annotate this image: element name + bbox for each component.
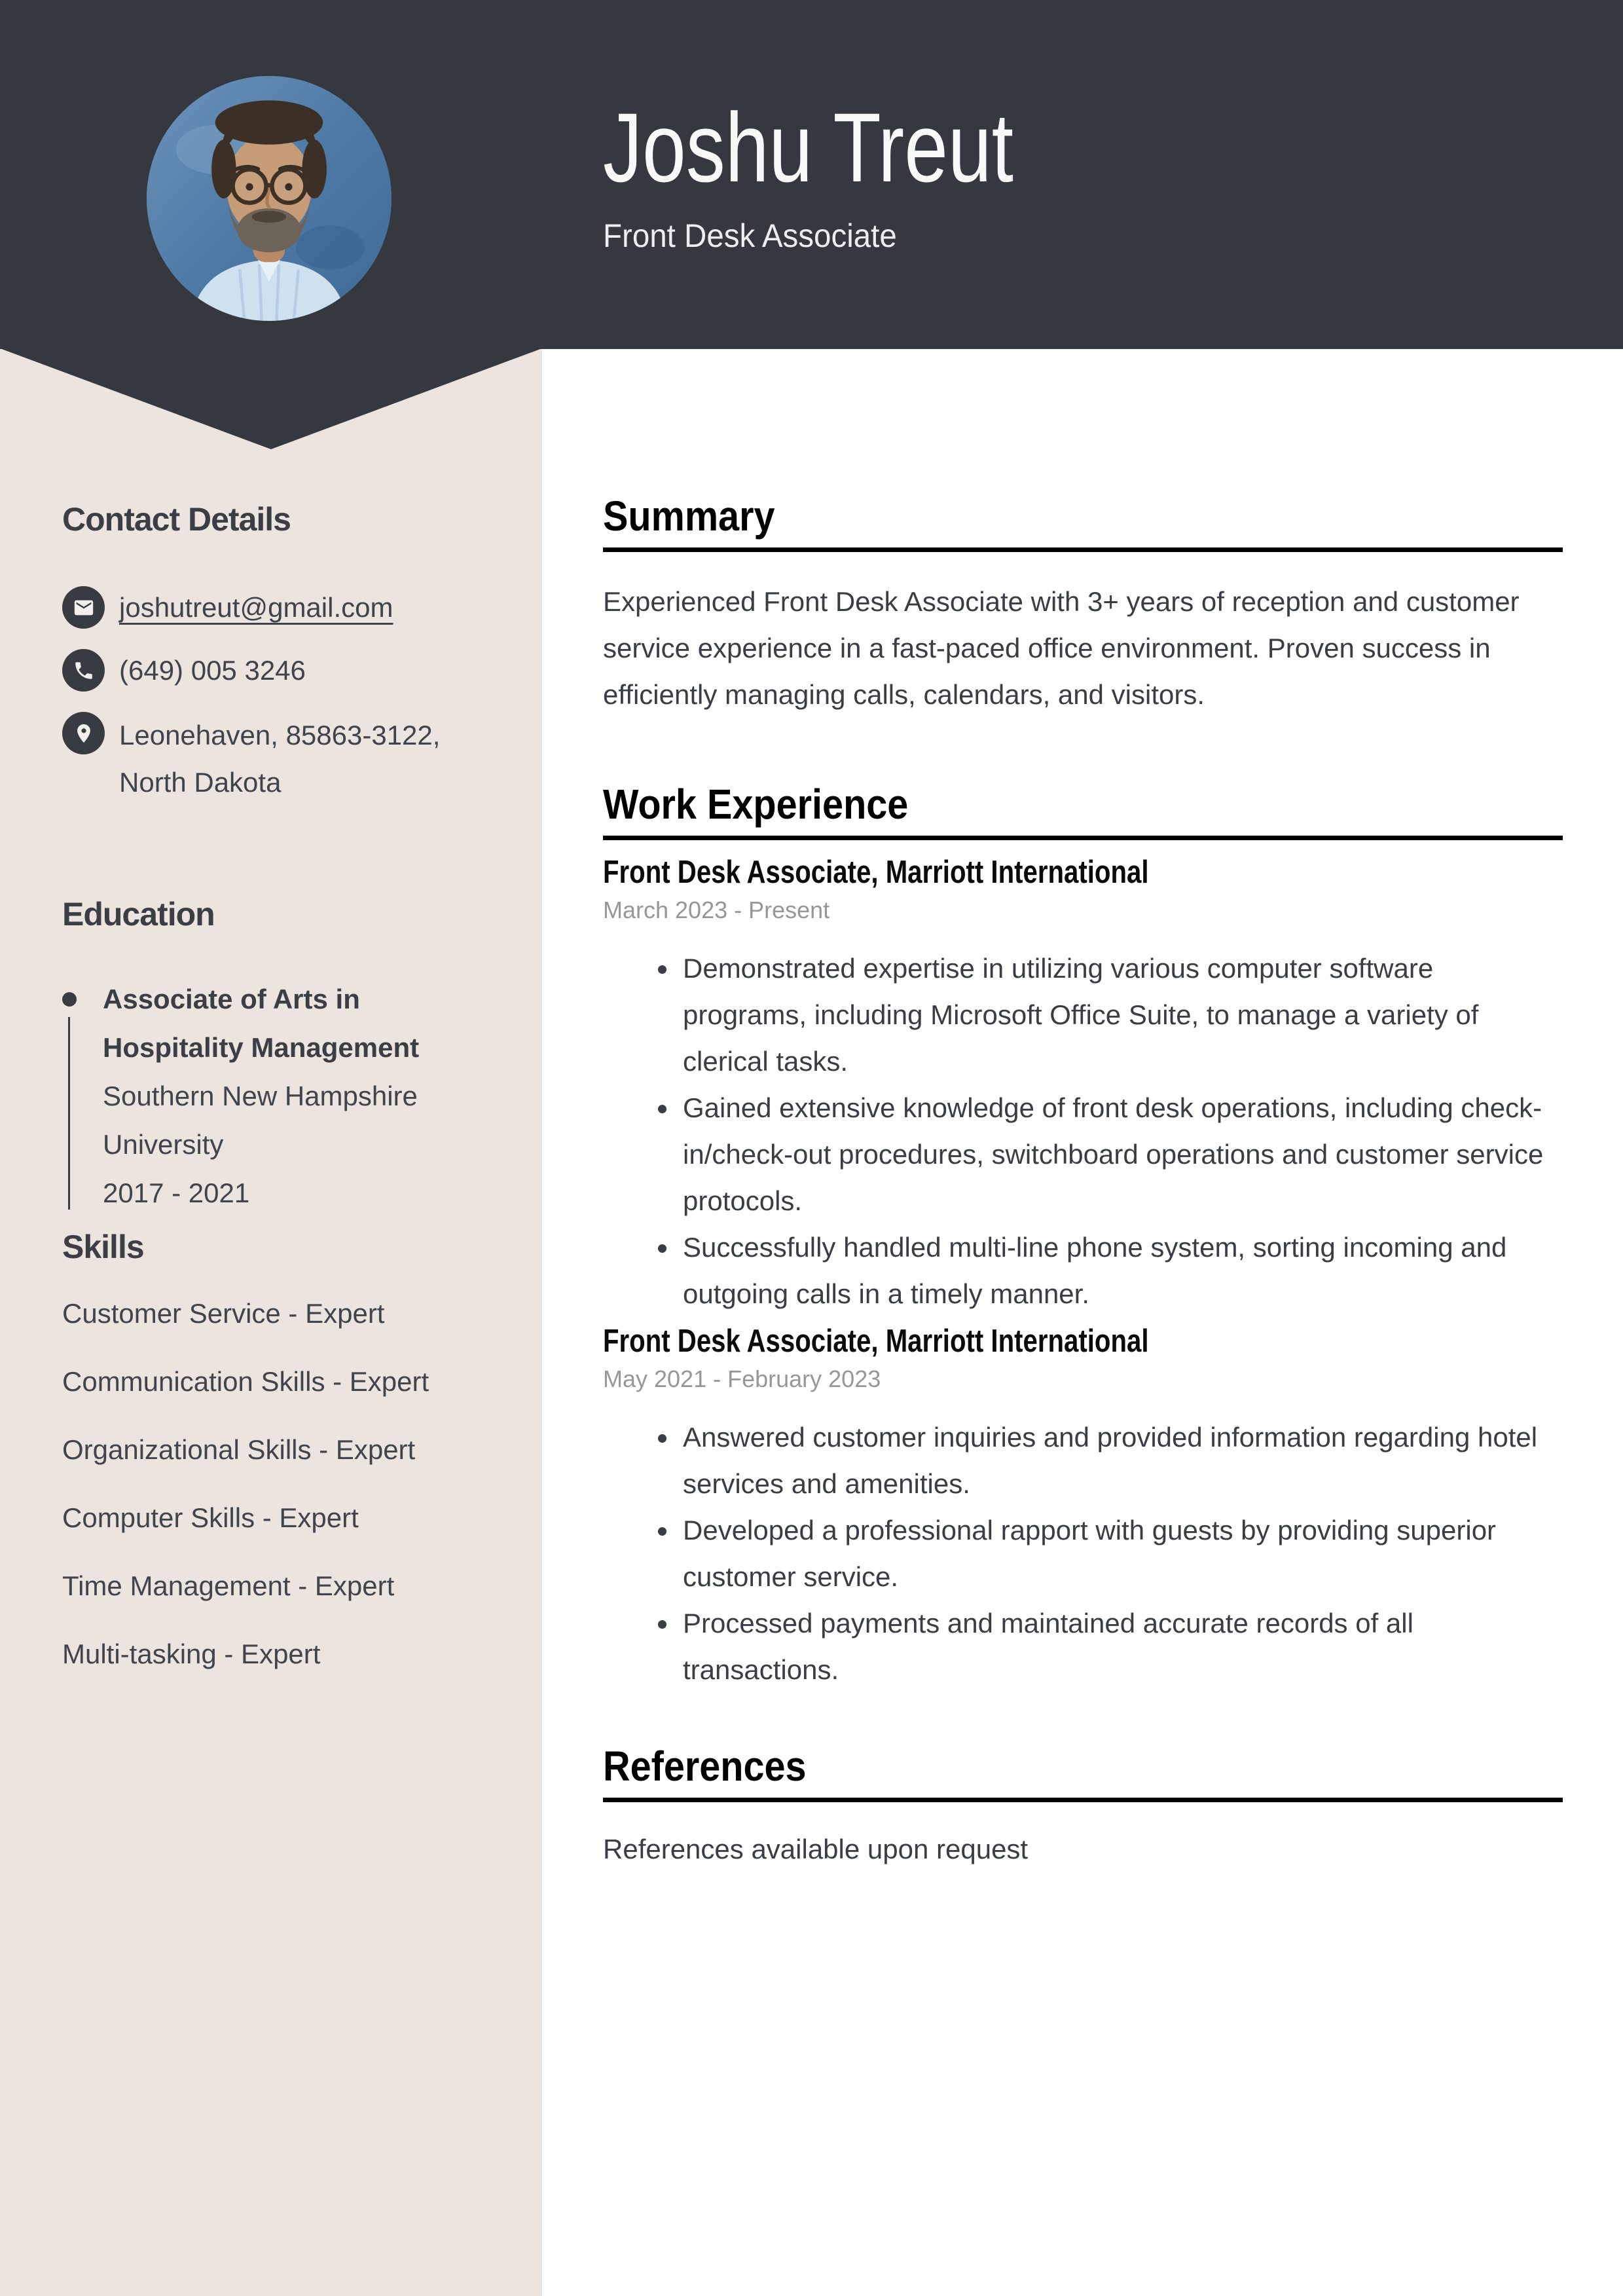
job-entry-2 [603, 1322, 1563, 1693]
address-line-2: North Dakota [119, 767, 282, 798]
phone-icon [62, 649, 105, 692]
location-pin-icon [62, 712, 105, 754]
contact-details-heading: Contact Details [62, 501, 291, 538]
address-line-1: Leonehaven, 85863-3122, [119, 720, 441, 750]
skill-item: Time Management - Expert [62, 1570, 395, 1601]
skills-list [62, 1297, 520, 1671]
job-bullet-list [603, 945, 1563, 1317]
skill-item: Customer Service - Expert [62, 1298, 385, 1329]
job-bullet: • Gained extensive knowledge of front desk operations, including check-in/check-out procedures, switchboard operations and customer service protocols. [679, 1084, 1563, 1224]
contact-list [62, 586, 520, 806]
skill-item: Multi-tasking - Expert [62, 1639, 321, 1669]
job-bullet: • Successfully handled multi-line phone system, sorting incoming and outgoing calls in a timely manner. [679, 1224, 1563, 1317]
job-bullet: • Answered customer inquiries and provided information regarding hotel services and amenities. [679, 1414, 1563, 1507]
job-title-label: Front Desk Associate, Marriott International [603, 855, 1149, 890]
skill-item: Computer Skills - Expert [62, 1502, 359, 1533]
summary-text: Experienced Front Desk Associate with 3+ years of reception and customer service experience in a fast-paced office environment. Proven success in efficiently managing calls, calendars, and visitors. [603, 586, 1520, 710]
phone-value: (649) 005 3246 [119, 655, 306, 686]
references-heading-label: References [603, 1743, 807, 1790]
job-entry-1 [603, 853, 1563, 1317]
address-value [119, 712, 440, 806]
references-heading [603, 1735, 1563, 1802]
job-dates: May 2021 - February 2023 [603, 1365, 881, 1392]
education-degree: Associate of Arts in Hospitality Management [103, 984, 420, 1063]
profile-photo-illustration [147, 76, 392, 321]
email-icon [62, 586, 105, 629]
person-name: Joshu Treut [603, 92, 1014, 202]
email-link[interactable]: joshutreut@gmail.com [119, 592, 393, 623]
education-school: Southern New Hampshire University [103, 1081, 418, 1160]
job-title [603, 853, 1563, 891]
education-entry [62, 975, 468, 1217]
main-content [603, 485, 1563, 1872]
education-dates: 2017 - 2021 [103, 1177, 250, 1208]
work-experience-heading [603, 773, 1563, 840]
job-dates: March 2023 - Present [603, 897, 830, 923]
summary-heading-label: Summary [603, 492, 775, 540]
email-value [119, 586, 393, 629]
contact-row-address [62, 712, 520, 806]
job-bullet-list [603, 1414, 1563, 1693]
skill-item: Organizational Skills - Expert [62, 1434, 416, 1465]
skills-heading: Skills [62, 1229, 144, 1265]
profile-photo [147, 76, 392, 321]
work-experience-heading-label: Work Experience [603, 781, 909, 828]
job-bullet: • Developed a professional rapport with guests by providing superior customer service. [679, 1507, 1563, 1600]
job-bullet: • Processed payments and maintained accurate records of all transactions. [679, 1600, 1563, 1693]
job-bullet: • Demonstrated expertise in utilizing various computer software programs, including Microsoft Office Suite, to manage a variety of clerical tasks. [679, 945, 1563, 1084]
contact-row-email [62, 586, 520, 629]
education-heading: Education [62, 896, 215, 933]
job-title-label: Front Desk Associate, Marriott International [603, 1324, 1149, 1359]
person-job-title: Front Desk Associate [603, 217, 897, 254]
sidebar [62, 503, 520, 1706]
contact-row-phone [62, 649, 520, 692]
skill-item: Communication Skills - Expert [62, 1366, 429, 1397]
summary-heading [603, 485, 1563, 552]
job-title [603, 1322, 1563, 1360]
references-text: References available upon request [603, 1834, 1029, 1864]
